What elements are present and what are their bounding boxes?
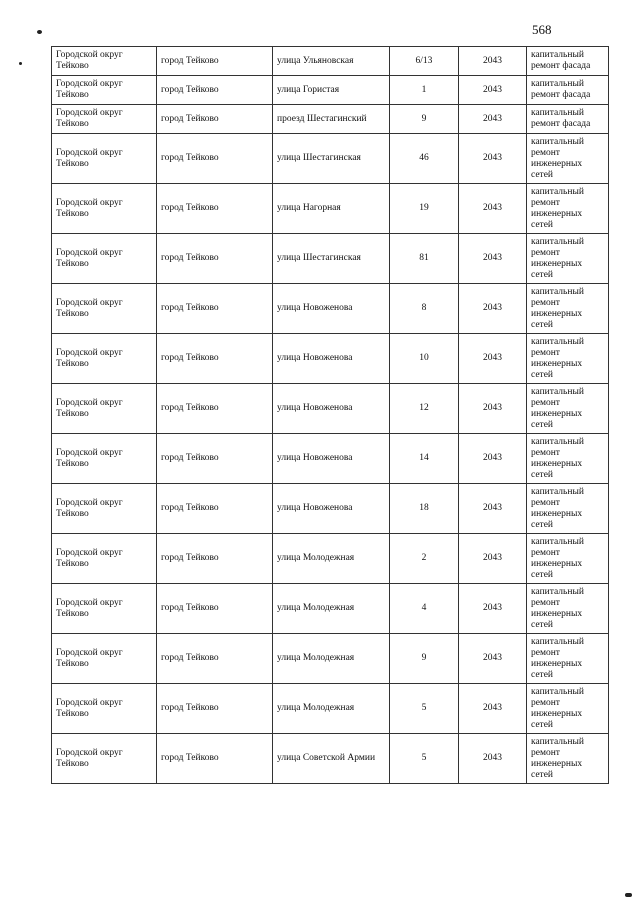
table-row xyxy=(52,47,609,76)
cell-house-number: 19 xyxy=(390,184,459,234)
cell-street: улица Шестагинская xyxy=(273,134,390,184)
page-number: 568 xyxy=(532,22,552,37)
table-row xyxy=(52,434,609,484)
cell-street: улица Новоженова xyxy=(273,334,390,384)
cell-city: город Тейково xyxy=(157,134,273,184)
cell-city: город Тейково xyxy=(157,434,273,484)
cell-work-type: капитальный ремонт фасада xyxy=(527,105,609,134)
cell-work-type: капитальный ремонт инженерных сетей xyxy=(527,434,609,484)
cell-city: город Тейково xyxy=(157,384,273,434)
cell-street: улица Нагорная xyxy=(273,184,390,234)
scan-speck xyxy=(625,893,632,897)
cell-city: город Тейково xyxy=(157,184,273,234)
cell-house-number: 5 xyxy=(390,684,459,734)
cell-house-number: 81 xyxy=(390,234,459,284)
cell-year: 2043 xyxy=(459,184,527,234)
table-row xyxy=(52,534,609,584)
cell-street: улица Шестагинская xyxy=(273,234,390,284)
table-row xyxy=(52,234,609,284)
cell-street: улица Молодежная xyxy=(273,534,390,584)
cell-street: улица Гористая xyxy=(273,76,390,105)
cell-city: город Тейково xyxy=(157,484,273,534)
cell-city: город Тейково xyxy=(157,105,273,134)
cell-house-number: 12 xyxy=(390,384,459,434)
cell-district: Городской округ Тейково xyxy=(52,105,157,134)
cell-house-number: 14 xyxy=(390,434,459,484)
cell-district: Городской округ Тейково xyxy=(52,184,157,234)
cell-house-number: 9 xyxy=(390,634,459,684)
cell-house-number: 4 xyxy=(390,584,459,634)
cell-work-type: капитальный ремонт фасада xyxy=(527,47,609,76)
cell-work-type: капитальный ремонт инженерных сетей xyxy=(527,234,609,284)
cell-year: 2043 xyxy=(459,634,527,684)
cell-district: Городской округ Тейково xyxy=(52,334,157,384)
cell-street: улица Советской Армии xyxy=(273,734,390,784)
table-row xyxy=(52,134,609,184)
cell-house-number: 5 xyxy=(390,734,459,784)
cell-district: Городской округ Тейково xyxy=(52,634,157,684)
cell-city: город Тейково xyxy=(157,684,273,734)
cell-house-number: 2 xyxy=(390,534,459,584)
cell-district: Городской округ Тейково xyxy=(52,384,157,434)
table-row xyxy=(52,284,609,334)
table-row xyxy=(52,105,609,134)
cell-house-number: 8 xyxy=(390,284,459,334)
cell-year: 2043 xyxy=(459,584,527,634)
cell-work-type: капитальный ремонт инженерных сетей xyxy=(527,484,609,534)
cell-street: улица Новоженова xyxy=(273,434,390,484)
cell-city: город Тейково xyxy=(157,76,273,105)
cell-district: Городской округ Тейково xyxy=(52,584,157,634)
cell-work-type: капитальный ремонт инженерных сетей xyxy=(527,184,609,234)
cell-city: город Тейково xyxy=(157,634,273,684)
cell-year: 2043 xyxy=(459,684,527,734)
cell-city: город Тейково xyxy=(157,334,273,384)
cell-street: проезд Шестагинский xyxy=(273,105,390,134)
cell-year: 2043 xyxy=(459,734,527,784)
table-row xyxy=(52,334,609,384)
cell-street: улица Молодежная xyxy=(273,584,390,634)
cell-city: город Тейково xyxy=(157,534,273,584)
cell-house-number: 18 xyxy=(390,484,459,534)
cell-city: город Тейково xyxy=(157,284,273,334)
cell-work-type: капитальный ремонт инженерных сетей xyxy=(527,334,609,384)
cell-district: Городской округ Тейково xyxy=(52,534,157,584)
cell-work-type: капитальный ремонт инженерных сетей xyxy=(527,284,609,334)
cell-street: улица Молодежная xyxy=(273,634,390,684)
cell-year: 2043 xyxy=(459,484,527,534)
cell-house-number: 10 xyxy=(390,334,459,384)
cell-street: улица Новоженова xyxy=(273,384,390,434)
cell-district: Городской округ Тейково xyxy=(52,47,157,76)
cell-house-number: 46 xyxy=(390,134,459,184)
cell-street: улица Ульяновская xyxy=(273,47,390,76)
cell-city: город Тейково xyxy=(157,734,273,784)
cell-work-type: капитальный ремонт инженерных сетей xyxy=(527,134,609,184)
cell-year: 2043 xyxy=(459,284,527,334)
cell-year: 2043 xyxy=(459,384,527,434)
table-row xyxy=(52,584,609,634)
table-row xyxy=(52,734,609,784)
table-row xyxy=(52,684,609,734)
cell-house-number: 9 xyxy=(390,105,459,134)
cell-work-type: капитальный ремонт инженерных сетей xyxy=(527,534,609,584)
table-row xyxy=(52,184,609,234)
scan-speck xyxy=(19,62,22,65)
cell-year: 2043 xyxy=(459,234,527,284)
cell-district: Городской округ Тейково xyxy=(52,434,157,484)
cell-city: город Тейково xyxy=(157,234,273,284)
cell-work-type: капитальный ремонт инженерных сетей xyxy=(527,734,609,784)
table-row xyxy=(52,634,609,684)
cell-street: улица Новоженова xyxy=(273,284,390,334)
cell-year: 2043 xyxy=(459,76,527,105)
cell-work-type: капитальный ремонт фасада xyxy=(527,76,609,105)
cell-district: Городской округ Тейково xyxy=(52,684,157,734)
table-row xyxy=(52,384,609,434)
cell-work-type: капитальный ремонт инженерных сетей xyxy=(527,584,609,634)
scan-speck xyxy=(37,30,42,34)
cell-city: город Тейково xyxy=(157,584,273,634)
cell-year: 2043 xyxy=(459,105,527,134)
cell-year: 2043 xyxy=(459,134,527,184)
table-row xyxy=(52,484,609,534)
cell-house-number: 1 xyxy=(390,76,459,105)
cell-work-type: капитальный ремонт инженерных сетей xyxy=(527,684,609,734)
repair-schedule-table xyxy=(51,46,609,784)
cell-house-number: 6/13 xyxy=(390,47,459,76)
cell-year: 2043 xyxy=(459,434,527,484)
cell-year: 2043 xyxy=(459,334,527,384)
cell-district: Городской округ Тейково xyxy=(52,284,157,334)
cell-year: 2043 xyxy=(459,47,527,76)
cell-work-type: капитальный ремонт инженерных сетей xyxy=(527,384,609,434)
cell-work-type: капитальный ремонт инженерных сетей xyxy=(527,634,609,684)
cell-year: 2043 xyxy=(459,534,527,584)
cell-district: Городской округ Тейково xyxy=(52,76,157,105)
cell-district: Городской округ Тейково xyxy=(52,734,157,784)
cell-street: улица Новоженова xyxy=(273,484,390,534)
cell-street: улица Молодежная xyxy=(273,684,390,734)
cell-district: Городской округ Тейково xyxy=(52,484,157,534)
cell-city: город Тейково xyxy=(157,47,273,76)
cell-district: Городской округ Тейково xyxy=(52,134,157,184)
cell-district: Городской округ Тейково xyxy=(52,234,157,284)
table-row xyxy=(52,76,609,105)
